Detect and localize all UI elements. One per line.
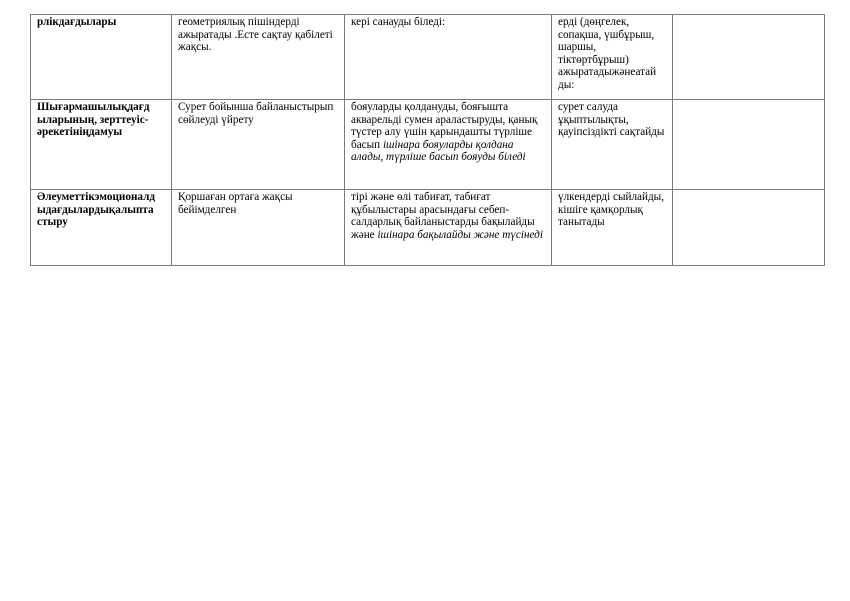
italic-text: ішінара бояуларды қолдана алады, түрліше басып бояуды біледі <box>351 138 526 164</box>
empty-cell <box>673 15 825 100</box>
table-cell: кері санауды біледі: <box>345 15 552 100</box>
table-cell: ерді (дөңгелек, сопақша, үшбұрыш, шаршы, тіктөртбұрыш) ажыратадыжәнеатай ды: <box>552 15 673 100</box>
skill-area-cell: Шығармашылықдағд ыларының, зерттеуіс-әрекетініңдамуы <box>31 100 172 190</box>
empty-cell <box>673 100 825 190</box>
table-row <box>31 100 825 190</box>
table-cell: үлкендерді сыйлайды, кішіге қамқорлық танытады <box>552 190 673 266</box>
table-cell: геометриялық пішіндерді ажыратады .Есте сақтау қабілеті жақсы. <box>172 15 345 100</box>
table-cell: тірі және өлі табиғат, табиғат құбылыстары арасындағы себеп-салдарлық байланыстарды бақылайды және ішінара бақылайды және түсінеді <box>345 190 552 266</box>
skill-area-cell: Әлеуметтікэмоционалд ыдағдылардықалыпта стыру <box>31 190 172 266</box>
table-row <box>31 15 825 100</box>
skill-area-cell: рлікдағдылары <box>31 15 172 100</box>
assessment-table <box>30 14 825 266</box>
table-cell: Сурет бойынша байланыстырып сөйлеуді үйрету <box>172 100 345 190</box>
empty-cell <box>673 190 825 266</box>
table-cell: бояуларды қолдануды, бояғышта акварельді сумен араластыруды, қанық түстер алу үшін қарындашты түрліше басып ішінара бояуларды қолдана алады, түрліше басып бояуды біледі <box>345 100 552 190</box>
table-row <box>31 190 825 266</box>
table-cell: сурет салуда ұқыптылықты, қауіпсіздікті сақтайды <box>552 100 673 190</box>
table-cell: Қоршаған ортаға жақсы бейімделген <box>172 190 345 266</box>
italic-text: ішінара бақылайды және түсінеді <box>377 228 543 241</box>
